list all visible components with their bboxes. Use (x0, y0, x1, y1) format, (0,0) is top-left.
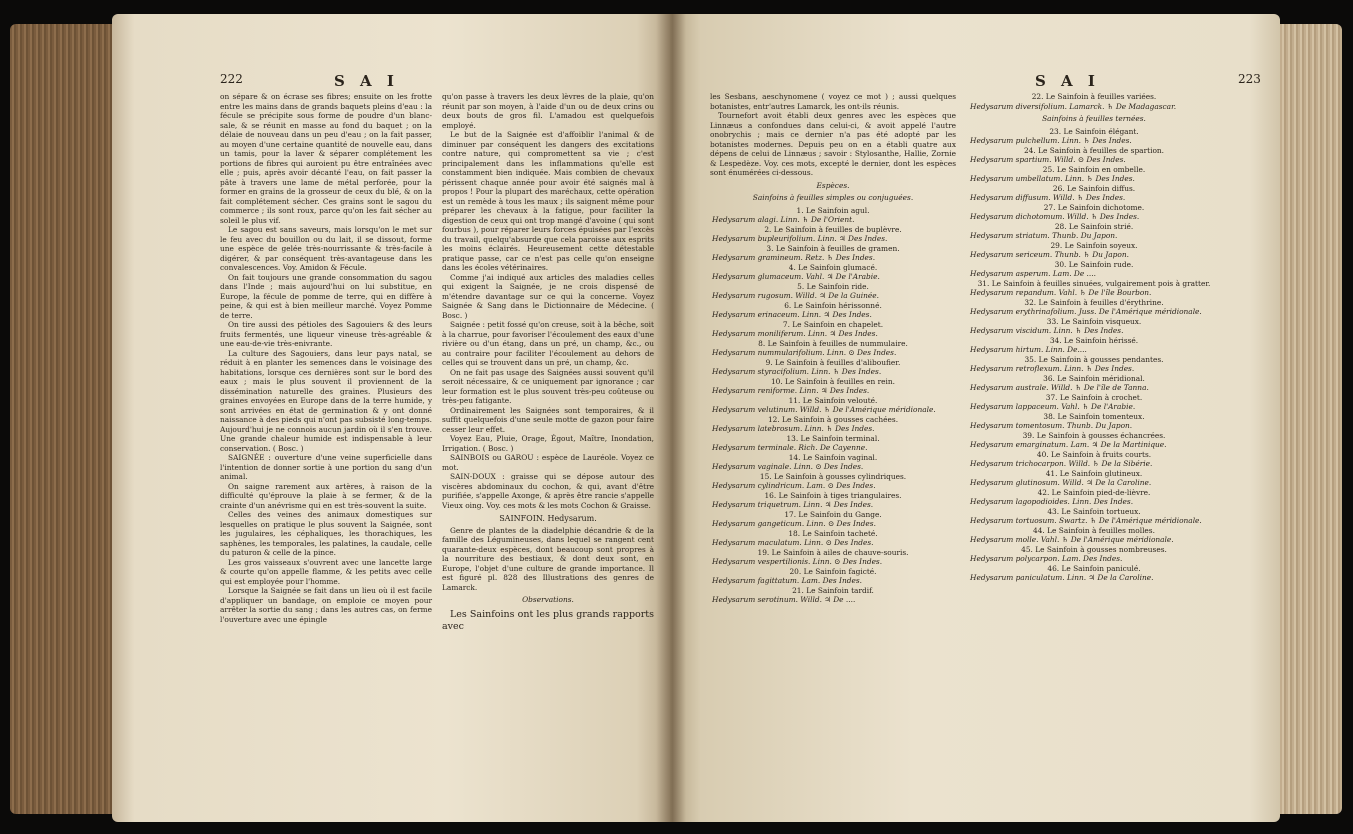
species-name: 7. Le Sainfoin en chapelet. (782, 319, 884, 329)
paragraph: qu'on passe à travers les deux lèvres de la plaie, qu'on réunit par son moyen, à l'aide d'un ou de deux crins ou deux bouts de gros fil. L'amadou est quelquefois employé. (442, 92, 654, 130)
species-latin: Hedysarum gangeticum. Linn. ⊙ Des Indes. (712, 519, 876, 528)
paragraph: Celles des veines des animaux domestiques sur lesquelles on pratique le plus souvent la Saignée, sont les jugulaires, les céphaliques, les thorachiques, les saphènes, les temporales, les palatines, la caudale, celle du paturon & celle de la pince. (220, 510, 432, 557)
species-latin: Hedysarum vespertilionis. Linn. ⊙ Des Indes. (712, 557, 883, 566)
species-entry (710, 453, 956, 472)
species-latin: Hedysarum terminale. Rich. De Cayenne. (712, 443, 868, 452)
species-latin: Hedysarum tortuosum. Swartz. ♄ De l'Amérique méridionale. (970, 516, 1202, 525)
species-latin: Hedysarum retroflexum. Linn. ♄ Des Indes. (970, 364, 1135, 373)
species-name: 3. Le Sainfoin à feuilles de gramen. (766, 243, 900, 253)
species-latin: Hedysarum latebrosum. Linn. ♄ Des Indes. (712, 424, 875, 433)
paragraph: Genre de plantes de la diadelphie décandrie & de la famille des Légumineuses, dans lequel se rangent cent quarante-deux espèces, dont beaucoup sont propres à la nourriture des bestiaux, & dont deux sont, en Europe, l'objet d'une culture de grande importance. Il est figuré pl. 828 des Illustrations des genres de Lamarck. (442, 525, 654, 592)
species-name: 20. Le Sainfoin fagicté. (789, 566, 877, 576)
species-entry (710, 586, 956, 605)
species-name: 43. Le Sainfoin tortueux. (1047, 506, 1141, 516)
species-entry (968, 336, 1220, 355)
right-page-edges (1280, 24, 1342, 814)
species-latin: Hedysarum glutinosum. Willd. ♃ De la Caroline. (970, 478, 1152, 487)
species-name: 28. Le Sainfoin strié. (1054, 221, 1134, 231)
species-entry (968, 279, 1220, 298)
species-entry (968, 488, 1220, 507)
species-name: 33. Le Sainfoin visqueux. (1046, 316, 1142, 326)
species-entry (968, 545, 1220, 564)
species-entry (968, 469, 1220, 488)
left-page (112, 14, 670, 822)
species-name: 9. Le Sainfoin à feuilles d'aliboufier. (765, 357, 901, 367)
species-name: 41. Le Sainfoin glutineux. (1045, 468, 1143, 478)
paragraph: Le but de la Saignée est d'affoiblir l'animal & de diminuer par conséquent les dangers des excitations contre nature, qui compromettent sa vie ; c'est principalement dans les inflammations qu'elle est constamment bien indiquée. Mais combien de chevaux périssent chaque année pour avoir été saignés mal à propos ! Pour la plupart des maréchaux, cette opération est un remède à tous les maux ; ils saignent même pour préparer les chevaux à la fatigue, pour faciliter la digestion de ceux qui ont trop mangé d'avoine ( qui sont fourbus ), pour réparer leurs forces épuisées par l'excès du travail, quelqu'absurde que cela paroisse aux esprits les moins éclairés. Heureusement cette détestable pratique passe, car ce n'est pas celle qu'on enseigne dans les écoles vétérinaires. (442, 130, 654, 272)
species-latin: Hedysarum rugosum. Willd. ♃ De la Guinée. (712, 291, 879, 300)
species-name: 34. Le Sainfoin hérissé. (1049, 335, 1139, 345)
left-column-1 (220, 92, 432, 624)
species-latin: Hedysarum viscidum. Linn. ♄ Des Indes. (970, 326, 1124, 335)
species-name: 23. Le Sainfoin élégant. (1049, 126, 1139, 136)
subsection-heading: Sainfoins à feuilles simples ou conjuguées. (752, 193, 914, 202)
species-name: 5. Le Sainfoin ride. (797, 281, 869, 291)
species-name: 30. Le Sainfoin rude. (1054, 259, 1134, 269)
paragraph: On tire aussi des pétioles des Sagouiers & des leurs fruits fermentés, une liqueur vineuse très-agréable & une eau-de-vie très-enivrante. (220, 320, 432, 348)
species-name: 4. Le Sainfoin glumacé. (788, 262, 878, 272)
paragraph: On fait toujours une grande consommation du sagou dans l'Inde ; mais aujourd'hui on lui substitue, en Europe, la fécule de pomme de terre, qui en diffère à peine, & qui est à bien meilleur marché. Voyez Pomme de terre. (220, 272, 432, 320)
species-latin: Hedysarum polycarpon. Lam. Des Indes. (970, 554, 1123, 563)
species-name: 18. Le Sainfoin tacheté. (788, 528, 878, 538)
paragraph: Les gros vaisseaux s'ouvrent avec une lancette large & courte qu'on appelle flamme, & les petits avec celle qui est employée pour l'homme. (220, 557, 432, 586)
species-latin: Hedysarum umbellatum. Linn. ♄ Des Indes. (970, 174, 1135, 183)
species-entry (710, 377, 956, 396)
species-latin: Hedysarum moniliferum. Linn. ♃ Des Indes. (712, 329, 878, 338)
species-latin: Hedysarum dichotomum. Willd. ♄ Des Indes. (970, 212, 1140, 221)
species-latin: Hedysarum cylindricum. Lam. ⊙ Des Indes. (712, 481, 876, 490)
species-name: 24. Le Sainfoin à feuilles de spartion. (1023, 145, 1165, 155)
species-latin: Hedysarum pulchellum. Linn. ♄ Des Indes. (970, 136, 1132, 145)
paragraph: On saigne rarement aux artères, à raison de la difficulté qu'éprouve la plaie à se fermer, & de la crainte d'un anévrisme qui en est très-souvent la suite. (220, 481, 432, 510)
species-entry (710, 206, 956, 225)
paragraph: SAIGNÉE : ouverture d'une veine superficielle dans l'intention de donner sortie à une portion du sang d'un animal. (220, 453, 432, 481)
species-name: 44. Le Sainfoin à feuilles molles. (1033, 525, 1155, 535)
species-name: 19. Le Sainfoin à ailes de chauve-souris. (757, 547, 909, 557)
right-column-1 (710, 92, 956, 605)
species-entry (710, 567, 956, 586)
species-name: 15. Le Sainfoin à gousses cylindriques. (759, 471, 907, 481)
species-entry (710, 301, 956, 320)
species-entry (968, 203, 1220, 222)
species-entry (968, 127, 1220, 146)
species-name: 25. Le Sainfoin en ombelle. (1042, 164, 1146, 174)
species-entry (968, 92, 1220, 111)
species-entry (710, 320, 956, 339)
species-latin: Hedysarum erinaceum. Linn. ♃ Des Indes. (712, 310, 872, 319)
species-entry (710, 415, 956, 434)
species-name: 40. Le Sainfoin à fruits courts. (1036, 449, 1152, 459)
species-entry (968, 222, 1220, 241)
observations-heading: Observations. (522, 595, 574, 604)
species-entry (968, 146, 1220, 165)
species-latin: Hedysarum reniforme. Linn. ♃ Des Indes. (712, 386, 870, 395)
species-latin: Hedysarum trichocarpon. Willd. ♄ De la Sibérie. (970, 459, 1153, 468)
species-name: 45. Le Sainfoin à gousses nombreuses. (1021, 544, 1167, 554)
species-latin: Hedysarum molle. Vahl. ♄ De l'Amérique méridionale. (970, 535, 1174, 544)
species-name: 6. Le Sainfoin hérissonné. (784, 300, 882, 310)
species-entry (968, 507, 1220, 526)
paragraph: Saignée : petit fossé qu'on creuse, soit à la bêche, soit à la charrue, pour favoriser l'écoulement des eaux d'une rivière ou d'un étang, dans un pré, un champ, &c., ou au contraire pour faciliter l'écoulement au dehors de celles qui se trouvent dans un pré, un champ, &c. (442, 320, 654, 367)
species-latin: Hedysarum alagi. Linn. ♄ De l'Orient. (712, 215, 855, 224)
species-latin: Hedysarum striatum. Thunb. Du Japon. (970, 231, 1118, 240)
paragraph: Voyez Eau, Pluie, Orage, Égout, Maître, Inondation, Irrigation. ( Bosc. ) (442, 434, 654, 453)
species-name: 35. Le Sainfoin à gousses pendantes. (1024, 354, 1164, 364)
species-entry (968, 374, 1220, 393)
section-heading: SAINFOIN. Hedysarum. (499, 514, 597, 523)
species-name: 26. Le Sainfoin diffus. (1052, 183, 1136, 193)
species-latin: Hedysarum triquetrum. Linn. ♃ Des Indes. (712, 500, 874, 509)
species-entry (710, 472, 956, 491)
species-latin: Hedysarum styracifolium. Linn. ♄ Des Indes. (712, 367, 882, 376)
species-name: 22. Le Sainfoin à feuilles variées. (1031, 92, 1157, 101)
paragraph: Comme j'ai indiqué aux articles des maladies celles qui exigent la Saignée, je ne crois dispensé de m'étendre davantage sur ce qui la concerne. Voyez Saignée & Sang dans le Dictionnaire de Médecine. ( Bosc. ) (442, 272, 654, 320)
species-name: 14. Le Sainfoin vaginal. (788, 452, 878, 462)
species-latin: Hedysarum erythrinafolium. Juss. De l'Amérique méridionale. (970, 307, 1202, 316)
species-entry (968, 412, 1220, 431)
species-name: 31. Le Sainfoin à feuilles sinuées, vulgairement pois à gratter. (977, 278, 1211, 288)
paragraph: Le sagou est sans saveurs, mais lorsqu'on le met sur le feu avec du bouillon ou du lait, il se dissout, forme une espèce de gelée très-nourrissante & très-facile à digérer, & par conséquent très-avantageuse dans les convalescences. Voy. Amidon & Fécule. (220, 225, 432, 272)
running-head-left: S A I (334, 72, 399, 90)
species-name: 12. Le Sainfoin à gousses cachées. (767, 414, 899, 424)
right-page (670, 14, 1280, 822)
species-entry (968, 241, 1220, 260)
paragraph: La culture des Sagouiers, dans leur pays natal, se réduit à en planter les semences dans le voisinage des habitations, lorsque ces dernières sont sur le bord des eaux ; mais le plus souvent il proviennent de la dissémination naturelle des graines. Plusieurs des graines envoyées en Europe dans de la terre humide, y sont arrivées en état de germination & y ont donné naissance à des pieds qui n'ont pas subsisté long-temps. Aujourd'hui je ne connois aucun jardin où il s'en trouve. Une grande chaleur humide est indispensable à leur conservation. ( Bosc. ) (220, 348, 432, 453)
species-name: 46. Le Sainfoin paniculé. (1047, 563, 1141, 573)
species-entry (968, 355, 1220, 374)
species-name: 1. Le Sainfoin agul. (796, 205, 870, 215)
paragraph: SAIN-DOUX : graisse qui se dépose autour des viscères abdominaux du cochon, & qui, avant d'être purifiée, s'appelle Axonge, & après être rancie s'appelle Vieux oing. Voy. ces mots & les mots Cochon & Graisse. (442, 472, 654, 510)
species-entry (710, 548, 956, 567)
species-latin: Hedysarum repandum. Vahl. ♄ De l'île Bourbon. (970, 288, 1152, 297)
paragraph: Ordinairement les Saignées sont temporaires, & il suffit quelquefois d'une seule motte de gazon pour faire cesser leur effet. (442, 405, 654, 434)
species-latin: Hedysarum fagittatum. Lam. Des Indes. (712, 576, 862, 585)
species-latin: Hedysarum glumaceum. Vahl. ♃ De l'Arabie. (712, 272, 880, 281)
species-name: 29. Le Sainfoin soyeux. (1050, 240, 1138, 250)
species-name: 17. Le Sainfoin du Gange. (784, 509, 882, 519)
species-name: 16. Le Sainfoin à tiges triangulaires. (764, 490, 902, 500)
species-latin: Hedysarum maculatum. Linn. ⊙ Des Indes. (712, 538, 874, 547)
species-entry (710, 491, 956, 510)
species-name: 37. Le Sainfoin à crochet. (1045, 392, 1143, 402)
species-entry (710, 263, 956, 282)
species-latin: Hedysarum sericeum. Thunb. ♄ Du Japon. (970, 250, 1129, 259)
species-name: 13. Le Sainfoin terminal. (786, 433, 880, 443)
species-latin: Hedysarum bupleurifolium. Linn. ♃ Des Indes. (712, 234, 888, 243)
species-entry (710, 396, 956, 415)
species-entry (968, 260, 1220, 279)
species-entry (710, 510, 956, 529)
species-name: 36. Le Sainfoin méridional. (1043, 373, 1145, 383)
paragraph: les Sesbans, aeschynomene ( voyez ce mot ) ; aussi quelques botanistes, entr'autres Lamarck, les ont-ils réunis. (710, 92, 956, 111)
species-name: 8. Le Sainfoin à feuilles de nummulaire. (758, 338, 908, 348)
species-latin: Hedysarum spartium. Willd. ⊙ Des Indes. (970, 155, 1126, 164)
paragraph: Lorsque la Saignée se fait dans un lieu où il est facile d'appliquer un bandage, on emploie ce moyen pour arrêter la sortie du sang ; dans les autres cas, on ferme l'ouverture avec une épingle (220, 586, 432, 624)
page-number-right: 223 (1238, 72, 1261, 86)
species-entry (710, 358, 956, 377)
species-latin: Hedysarum serotinum. Willd. ♃ De .... (712, 595, 856, 604)
species-entry (710, 529, 956, 548)
species-name: 27. Le Sainfoin dichotome. (1043, 202, 1145, 212)
species-latin: Hedysarum gramineum. Retz. ♄ Des Indes. (712, 253, 876, 262)
species-name: 10. Le Sainfoin à feuilles en rein. (770, 376, 896, 386)
paragraph: On ne fait pas usage des Saignées aussi souvent qu'il seroit nécessaire, & ce uniquement par ignorance ; car leur formation est le plus souvent très-peu coûteuse ou très-peu fatigante. (442, 367, 654, 405)
left-page-edges (10, 24, 112, 814)
paragraph: Tournefort avoit établi deux genres avec les espèces que Linnæus a confondues dans celui-ci, & avoit appelé l'autre onobrychis ; mais ce dernier n'a pas été adopté par les botanistes modernes. Depuis peu on en a établi quatre aux dépens de celui de Linnæus ; savoir : Stylosanthe, Hallie, Zornie & Lespedèze. Voy. ces mots, excepté le dernier, dont les espèces sont énumérées ci-dessous. (710, 111, 956, 177)
species-entry (968, 165, 1220, 184)
species-latin: Hedysarum hirtum. Linn. De.... (970, 345, 1087, 354)
species-entry (710, 282, 956, 301)
species-entry (968, 393, 1220, 412)
species-latin: Hedysarum nummularifolium. Linn. ⊙ Des Indes. (712, 348, 897, 357)
species-entry (968, 564, 1220, 583)
species-entry (968, 450, 1220, 469)
left-column-2 (442, 92, 654, 633)
species-entry (710, 434, 956, 453)
paragraph: Les Sainfoins ont les plus grands rapports avec (442, 608, 654, 632)
page-number-left: 222 (220, 72, 243, 86)
species-entry (968, 298, 1220, 317)
subsection-heading: Sainfoins à feuilles ternées. (1042, 114, 1146, 123)
species-entry (968, 526, 1220, 545)
species-latin: Hedysarum australe. Willd. ♄ De l'île de Tanna. (970, 383, 1149, 392)
species-latin: Hedysarum tomentosum. Thunb. Du Japon. (970, 421, 1133, 430)
species-latin: Hedysarum diversifolium. Lamarck. ♄ De Madagascar. (970, 101, 1177, 111)
right-column-2 (968, 92, 1220, 583)
paragraph: SAINBOIS ou GAROU : espèce de Lauréole. Voyez ce mot. (442, 453, 654, 472)
running-head-right: S A I (1035, 72, 1100, 90)
species-name: 21. Le Sainfoin tardif. (792, 585, 874, 595)
species-entry (710, 244, 956, 263)
species-latin: Hedysarum lagopodioides. Linn. Des Indes. (970, 497, 1134, 506)
species-name: 39. Le Sainfoin à gousses échancrées. (1022, 430, 1166, 440)
species-name: 42. Le Sainfoin pied-de-lièvre. (1037, 487, 1151, 497)
species-name: 32. Le Sainfoin à feuilles d'érythrine. (1024, 297, 1164, 307)
species-entry (710, 225, 956, 244)
species-name: 2. Le Sainfoin à feuilles de buplèvre. (764, 224, 902, 234)
species-entry (968, 184, 1220, 203)
book-gutter (656, 14, 686, 822)
species-name: 38. Le Sainfoin tomenteux. (1043, 411, 1145, 421)
species-latin: Hedysarum diffusum. Willd. ♄ Des Indes. (970, 193, 1126, 202)
especes-heading: Espèces. (816, 180, 850, 190)
species-latin: Hedysarum asperum. Lam. De .... (970, 269, 1096, 278)
species-entry (710, 339, 956, 358)
species-latin: Hedysarum paniculatum. Linn. ♃ De la Caroline. (970, 573, 1154, 582)
species-latin: Hedysarum lappaceum. Vahl. ♄ De l'Arabie. (970, 402, 1136, 411)
species-latin: Hedysarum vaginale. Linn. ⊙ Des Indes. (712, 462, 864, 471)
species-entry (968, 431, 1220, 450)
species-latin: Hedysarum velutinum. Willd. ♄ De l'Amérique méridionale. (712, 405, 936, 414)
species-entry (968, 317, 1220, 336)
species-name: 11. Le Sainfoin velouté. (788, 395, 878, 405)
species-latin: Hedysarum emarginatum. Lam. ♃ De la Martinique. (970, 440, 1167, 449)
paragraph: on sépare & on écrase ses fibres; ensuite on les frotte entre les mains dans de grands baquets pleins d'eau : la fécule se précipite sous forme de poudre d'un blanc-sale, & se réunit en masse au fond du baquet ; on la délaie de nouveau dans un peu d'eau ; on la fait passer, au moyen d'une certaine quantité de nouvelle eau, dans un tamis, pour la laver & séparer complétement les portions de fibres qui auroient pu être entraînées avec elle ; puis, après avoir décanté l'eau, on fait passer la pâte à travers une lame de métal perforée, pour la former en grains de la grosseur de ceux du blé, & on la fait complétement sécher. Ces grains sont le sagou du commerce ; ils sont roux, parce qu'on les fait sécher au soleil le plus vif. (220, 92, 432, 225)
